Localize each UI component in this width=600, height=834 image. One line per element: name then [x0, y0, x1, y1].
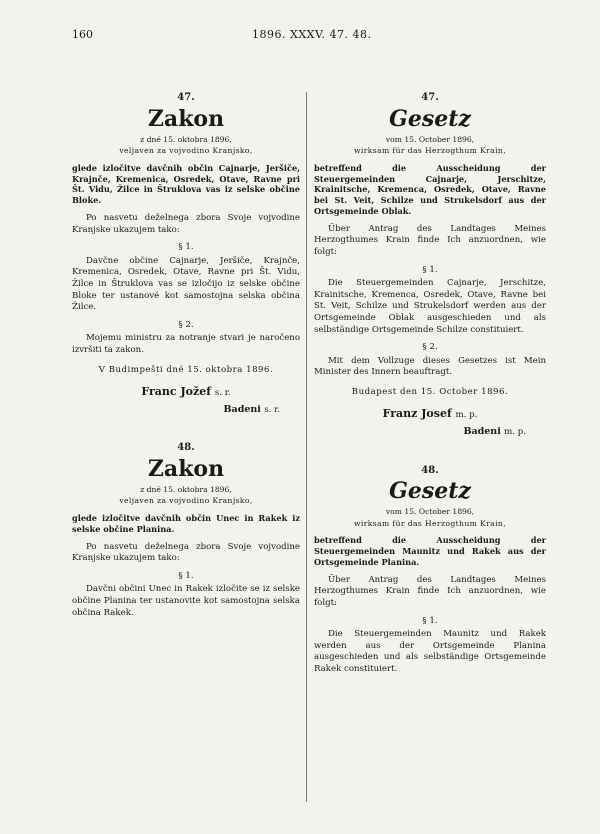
place-date: Budapest den 15. October 1896.: [351, 386, 509, 397]
signature-suffix: m. p.: [455, 410, 478, 421]
law-subject: betreffend die Ausscheidung der Steuergemeinden Maunitz und Rakek aus der Ortsgemeinde Planina.: [314, 535, 546, 568]
signature-name: Franz Josef: [382, 407, 452, 421]
law-subject: glede izločitve davčnih občin Unec in Rakek iz selske občine Planina.: [72, 513, 300, 534]
law-number: 47.: [421, 92, 439, 103]
law-validity: veljaven za vojvodino Kranjsko,: [119, 496, 253, 506]
law-intro: Po nasvetu deželnega zbora Svoje vojvodine Kranjske ukazujem tako:: [72, 541, 300, 564]
page-header: [72, 28, 560, 44]
law-number: 47.: [177, 92, 195, 103]
law-title: Gesetz: [389, 478, 471, 505]
section-text: Mojemu ministru za notranje stvari je naročeno izvršiti ta zakon.: [72, 333, 300, 355]
section-text: Mit dem Vollzuge dieses Gesetzes ist Mein Minister des Innern beauftragt.: [314, 355, 546, 378]
law-subject: betreffend die Ausscheidung der Steuergemeinden Cajnarje, Jerschitze, Krainitsche, Kremenca, Osredek, Otave, Ravne bei St. Veit, Schilze und Strukelsdorf aus der Ortsgemeinde Oblak.: [314, 162, 546, 216]
law-number: 48.: [177, 442, 195, 454]
section-label: § 2.: [422, 342, 438, 353]
column-divider: [306, 92, 307, 802]
section-label: § 1.: [178, 570, 194, 581]
law-validity: wirksam für das Herzogthum Krain,: [353, 146, 507, 156]
page-number: 160: [72, 28, 93, 41]
law-title: Gesetz: [389, 105, 471, 132]
law-subject: glede izločitve davčnih občin Cajnarje, Jeršiče, Krajnče, Kremenica, Osredek, Otave, Ravne pri Št. Vidu, Žilce in Štruklova vas iz selske občine Bloke.: [72, 162, 300, 206]
slovene-column: [72, 92, 300, 619]
law-date: z dné 15. oktobra 1896,: [140, 134, 232, 144]
law-validity: veljaven za vojvodino Kranjsko,: [119, 146, 253, 156]
running-head: 1896. XXXV. 47. 48.: [252, 28, 372, 41]
countersign-suffix: m. p.: [504, 427, 526, 438]
section-text: Die Steuergemeinden Maunitz und Rakek werden aus der Ortsgemeinde Planina ausgeschieden und als selbständige Ortsgemeinde Rakek constituiert.: [314, 629, 546, 674]
law-date: z dné 15. oktobra 1896,: [140, 484, 232, 494]
section-label: § 1.: [422, 264, 438, 275]
law-intro: Über Antrag des Landtages Meines Herzogthumes Krain finde Ich anzuordnen, wie folgt:: [314, 223, 546, 257]
countersign-name: Badeni: [223, 403, 261, 415]
law-intro: Po nasvetu deželnega zbora Svoje vojvodine Kranjske ukazujem tako:: [72, 212, 300, 235]
signature-name: Franc Jožef: [141, 385, 211, 399]
law-intro: Über Antrag des Landtages Meines Herzogthumes Krain finde Ich anzuordnen, wie folgt:: [314, 574, 546, 609]
law-number: 48.: [421, 464, 439, 476]
law-title: Zakon: [147, 105, 225, 132]
section-text: Davčni občini Unec in Rakek izločite se iz selske občine Planina ter ustanovite kot samostojna selska občina Rakek.: [72, 584, 300, 618]
section-label: § 1.: [178, 242, 194, 253]
section-label: § 2.: [178, 319, 194, 330]
law-date: vom 15. October 1896,: [385, 134, 475, 144]
section-text: Davčne občine Cajnarje, Jeršiče, Krajnče, Kremenica, Osredek, Otave, Ravne pri Št. Vidu, Žilce in Štruklova vas se izločijo iz selske občine Bloke ter ustanové kot samostojna selska občina Žilce.: [72, 255, 300, 313]
signature: [314, 408, 546, 422]
law-validity: wirksam für das Herzogthum Krain,: [353, 518, 507, 528]
signature-suffix: s. r.: [214, 388, 231, 399]
countersignature: [314, 426, 546, 439]
countersignature: [72, 404, 300, 417]
signature: [72, 386, 300, 400]
section-label: § 1.: [422, 615, 438, 626]
countersign-suffix: s. r.: [264, 404, 280, 415]
place-date: V Budimpešti dné 15. oktobra 1896.: [98, 364, 274, 375]
law-title: Zakon: [147, 455, 225, 482]
german-column: [314, 92, 546, 676]
section-text: Die Steuergemeinden Cajnarje, Jerschitze, Krainitsche, Kremenca, Osredek, Otave, Ravne bei St. Veit, Schilze und Strukelsdorf werden aus der Ortsgemeinde Oblak ausgeschieden und als selbständige Ortsgemeinde Schilze constituiert.: [314, 278, 546, 335]
countersign-name: Badeni: [463, 426, 501, 438]
law-date: vom 15. October 1896,: [385, 507, 475, 517]
